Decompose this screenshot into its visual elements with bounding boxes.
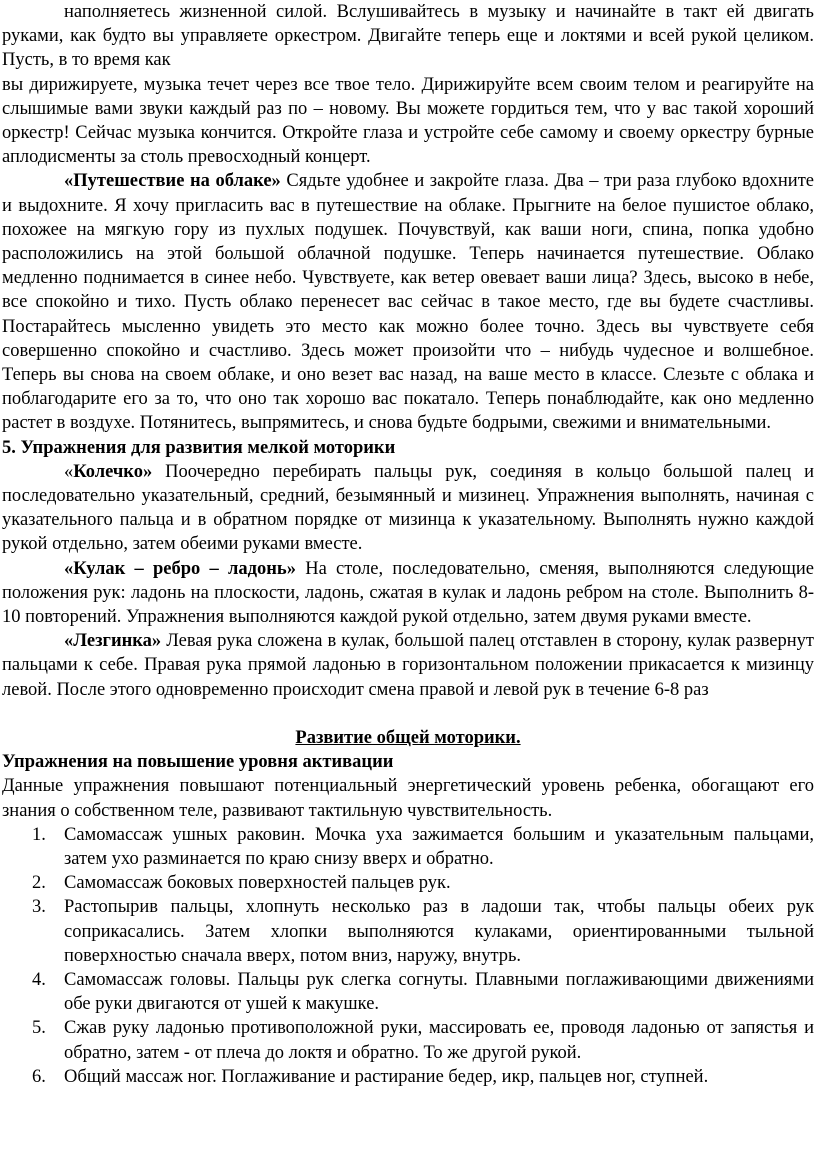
list-item-number: 3. (32, 897, 46, 918)
list-item-text: Самомассаж ушных раковин. Мочка уха зажимается большим и указательным пальцами, затем ухо разминается по краю снизу вверх и обратно. (64, 824, 814, 869)
cloud-exercise-title: «Путешествие на облаке» (64, 171, 281, 192)
section-5-heading: 5. Упражнения для развития мелкой моторики (2, 437, 396, 458)
list-item-text: Самомассаж боковых поверхностей пальцев рук. (64, 873, 451, 894)
ring-exercise-paragraph (2, 460, 814, 557)
list-item (32, 968, 814, 1016)
list-item (32, 895, 814, 968)
activation-intro: Данные упражнения повышают потенциальный энергетический уровень ребенка, обогащают его знания о собственном теле, развивают тактильную чувствительность. (2, 776, 814, 821)
fist-exercise-title: «Кулак – ребро – ладонь» (64, 558, 296, 579)
intro-paragraph-2: вы дирижируете, музыка течет через все твое тело. Дирижируйте всем своим телом и реагируйте на слышимые вами звуки каждый раз по – новому. Вы можете гордиться тем, что у вас такой хороший оркестр! Сейчас музыка кончится. Откройте глаза и устройте себе самому и своему оркестру бурные аплодисменты за столь превосходный концерт. (2, 74, 814, 168)
fist-exercise-text: На столе, последовательно, сменяя, выполняются следующие положения рук: ладонь на плоскости, ладонь, сжатая в кулак и ладонь ребром на столе. Выполнить 8-10 повторений. Упражнения выполняются каждой рукой отдельно, затем двумя руками вместе. (2, 558, 815, 628)
activation-subheading: Упражнения на повышение уровня активации (2, 752, 394, 773)
list-item-number: 1. (32, 824, 46, 845)
ring-exercise-text: Поочередно перебирать пальцы рук, соединяя в кольцо большой палец и последовательно указательный, средний, безымянный и мизинец. Упражнения выполнять, начиная с указательного пальца и в обратном порядке от мизинца к указательному. Выполнять нужно каждой рукой отдельно, затем обеими руками вместе. (2, 461, 814, 555)
ring-exercise-title: Колечко» (73, 461, 153, 482)
blank-line (2, 702, 814, 726)
list-item-text: Самомассаж головы. Пальцы рук слегка согнуты. Плавными поглаживающими движениями обе руки двигаются от ушей к макушке. (64, 969, 814, 1015)
intro-paragraph-1: наполняетесь жизненной силой. Вслушивайтесь в музыку и начинайте в такт ей двигать руками, как будто вы управляете оркестром. Двигайте теперь еще и локтями и всей рукой целиком. Пусть, в то время как (2, 2, 814, 71)
general-motor-title: Развитие общей моторики. (295, 727, 521, 748)
list-item (32, 823, 814, 871)
fist-exercise-paragraph (2, 557, 814, 630)
list-item-number: 5. (32, 1018, 46, 1039)
activation-exercise-list (2, 823, 814, 1089)
ring-exercise-open-quote: « (64, 461, 74, 482)
list-item-text: Сжав руку ладонью противоположной руки, массировать ее, проводя ладонью от запястья и обратно, затем - от плеча до локтя и обратно. То же другой рукой. (64, 1018, 814, 1063)
list-item (32, 871, 814, 895)
list-item-number: 4. (32, 969, 46, 990)
list-item-text: Общий массаж ног. Поглаживание и растирание бедер, икр, пальцев ног, ступней. (64, 1066, 709, 1087)
list-item-text: Растопырив пальцы, хлопнуть несколько раз в ладоши так, чтобы пальцы обеих рук соприкасались. Затем хлопки выполняются кулаками, ориентированными тыльной поверхностью сначала вверх, потом вниз, наружу, внутрь. (64, 897, 814, 966)
lezginka-exercise-text: Левая рука сложена в кулак, большой палец отставлен в сторону, кулак развернут пальцами к себе. Правая рука прямой ладонью в горизонтальном положении прикасается к мизинцу левой. После этого одновременно происходит смена правой и левой рук в течение 6-8 раз (2, 631, 814, 700)
list-item-number: 6. (32, 1066, 46, 1087)
list-item-number: 2. (32, 873, 46, 894)
list-item (32, 1065, 814, 1089)
cloud-exercise-paragraph (2, 169, 814, 435)
list-item (32, 1016, 814, 1064)
lezginka-exercise-title: «Лезгинка» (64, 631, 162, 652)
cloud-exercise-text: Сядьте удобнее и закройте глаза. Два – три раза глубоко вдохните и выдохните. Я хочу пригласить вас в путешествие на облаке. Прыгните на белое пушистое облако, похожее на мягкую гору из пухлых подушек. Почувствуй, как ваши ноги, спина, попка удобно расположились на этой большой облачной подушке. Теперь начинается путешествие. Облако медленно поднимается в синее небо. Чувствуете, как ветер овевает ваши лица? Здесь, высоко в небе, все спокойно и тихо. Пусть облако перенесет вас сейчас в такое место, где вы будете счастливы. Постарайтесь мысленно увидеть это место как можно более точно. Здесь вы чувствуете себя совершенно спокойно и счастливо. Здесь может произойти что – нибудь чудесное и волшебное. Теперь вы снова на своем облаке, и оно везет вас назад, на ваше место в классе. Слезьте с облака и поблагодарите его за то, что оно так хорошо вас покатало. Теперь понаблюдайте, как оно медленно растет в воздухе. Потянитесь, выпрямитесь, и снова будьте бодрыми, свежими и внимательными. (2, 171, 814, 434)
lezginka-exercise-paragraph (2, 629, 814, 702)
